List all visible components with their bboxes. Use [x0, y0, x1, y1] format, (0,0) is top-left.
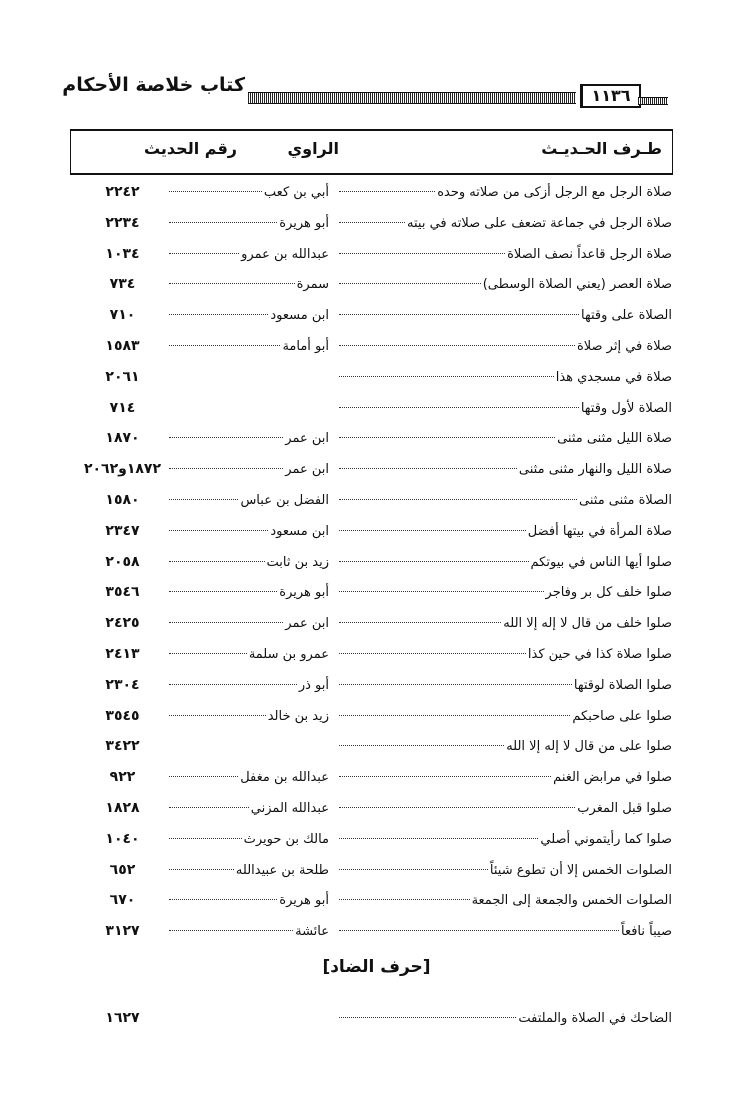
- hadith-tarf-cell: [337, 885, 672, 916]
- leader-dots: [169, 530, 268, 531]
- hadith-number: ٢٣٤٧: [105, 522, 140, 539]
- hadith-rawi-cell: [167, 239, 329, 270]
- hadith-tarf: صلوا صلاة كذا في حين كذا: [527, 647, 672, 662]
- index-row: [70, 547, 672, 578]
- hadith-tarf: الصلوات الخمس والجمعة إلى الجمعة: [471, 893, 672, 909]
- hadith-tarf: صلاة في إثر صلاة: [576, 339, 672, 354]
- leader-dots: [169, 591, 277, 592]
- page-number: ١١٣٦: [580, 84, 641, 108]
- hadith-rawi-cell: [167, 362, 329, 393]
- leader-dots: [339, 530, 526, 531]
- hadith-number: ٦٧٠: [109, 892, 136, 909]
- hadith-rawi: مالك بن حويرث: [243, 831, 329, 847]
- hadith-rawi-cell: [167, 762, 329, 793]
- index-row: [70, 824, 672, 855]
- column-tarf: طـرف الحـديـث: [541, 139, 662, 158]
- hadith-tarf-cell: [337, 731, 672, 762]
- leader-dots: [169, 437, 283, 438]
- hadith-rawi: أبو أمامة: [282, 339, 329, 354]
- hadith-tarf: صلوا الصلاة لوقتها: [573, 677, 672, 693]
- leader-dots: [169, 869, 234, 870]
- hadith-number: ٣٤٢٢: [105, 738, 140, 755]
- leader-dots: [169, 283, 295, 284]
- hadith-tarf-cell: [337, 300, 672, 331]
- hadith-tarf: صلوا كما رأيتموني أصلي: [540, 831, 672, 847]
- index-row: [70, 916, 672, 947]
- hadith-rawi: زيد بن ثابت: [266, 554, 329, 570]
- hadith-number: ٢٣٠٤: [105, 676, 140, 693]
- hadith-rawi-cell: [167, 639, 329, 670]
- column-header: [70, 129, 673, 175]
- leader-dots: [339, 930, 619, 931]
- hadith-tarf-cell: [337, 762, 672, 793]
- hadith-tarf-cell: [337, 208, 672, 239]
- header-rule: [248, 92, 576, 104]
- hadith-rawi-cell: [167, 885, 329, 916]
- hadith-rawi-cell: [167, 1003, 329, 1034]
- hadith-rawi: أبو هريرة: [279, 215, 329, 231]
- hadith-tarf-cell: [337, 393, 672, 424]
- leader-dots: [169, 899, 277, 900]
- hadith-tarf-cell: [337, 793, 672, 824]
- leader-dots: [169, 191, 262, 192]
- hadith-tarf-cell: [337, 639, 672, 670]
- hadith-tarf-cell: [337, 516, 672, 547]
- hadith-number: ٣٥٤٥: [105, 707, 140, 724]
- hadith-rawi: أبو هريرة: [279, 585, 329, 601]
- leader-dots: [339, 253, 505, 254]
- leader-dots: [169, 622, 283, 623]
- index-row: [70, 855, 672, 886]
- leader-dots: [339, 407, 579, 408]
- hadith-rawi: ابن عمر: [285, 616, 329, 632]
- index-row: [70, 885, 672, 916]
- hadith-tarf: صلاة الرجل قاعداً نصف الصلاة: [507, 246, 672, 262]
- hadith-tarf: صلوا أيها الناس في بيوتكم: [530, 554, 672, 570]
- hadith-rawi: طلحة بن عبيدالله: [235, 862, 329, 878]
- leader-dots: [169, 838, 242, 839]
- hadith-number: ٩٢٢: [109, 769, 136, 786]
- leader-dots: [169, 222, 277, 223]
- index-row: [70, 793, 672, 824]
- leader-dots: [339, 715, 570, 716]
- hadith-rawi: ابن عمر: [285, 431, 329, 447]
- index-row: [70, 1003, 672, 1034]
- leader-dots: [339, 314, 579, 315]
- hadith-number: ٢٢٤٢: [105, 184, 140, 200]
- hadith-rawi: أبو ذر: [298, 677, 329, 693]
- hadith-tarf: الصلاة على وقتها: [581, 308, 672, 324]
- hadith-number: ٦٥٢: [109, 861, 136, 878]
- hadith-tarf: صيباً نافعاً: [620, 924, 672, 940]
- hadith-tarf: صلوا خلف من قال لا إله إلا الله: [503, 616, 672, 632]
- index-row: [70, 177, 672, 208]
- index-row: [70, 701, 672, 732]
- hadith-rawi: عبدالله المزني: [250, 801, 329, 816]
- leader-dots: [339, 776, 551, 777]
- leader-dots: [169, 499, 238, 500]
- index-row: [70, 516, 672, 547]
- hadith-tarf: صلاة المرأة في بيتها أفضل: [527, 523, 672, 539]
- hadith-number: ٧١٤: [109, 399, 136, 416]
- hadith-number: ٢٤٢٥: [105, 615, 140, 632]
- hadith-rawi-cell: [167, 916, 329, 947]
- column-rawi: الراوي: [287, 139, 339, 158]
- column-raqm: رقم الحديث: [143, 139, 237, 158]
- leader-dots: [339, 376, 554, 377]
- index-row: [70, 577, 672, 608]
- hadith-number: ١٠٣٤: [105, 245, 140, 262]
- hadith-rawi-cell: [167, 608, 329, 639]
- hadith-tarf-cell: [337, 423, 672, 454]
- hadith-tarf: صلاة الرجل مع الرجل أزكى من صلاته وحده: [437, 185, 672, 200]
- hadith-tarf: صلاة الرجل في جماعة تضعف على صلاته في بيته: [407, 215, 672, 231]
- hadith-number: ١٨٢٨: [105, 800, 140, 816]
- hadith-rawi: ابن مسعود: [270, 523, 329, 539]
- leader-dots: [339, 838, 538, 839]
- leader-dots: [169, 776, 238, 777]
- index-row: [70, 762, 672, 793]
- hadith-rawi-cell: [167, 793, 329, 824]
- leader-dots: [339, 345, 575, 346]
- hadith-rawi: عبدالله بن عمرو: [241, 246, 329, 262]
- leader-dots: [339, 437, 555, 438]
- index-row: [70, 639, 672, 670]
- leader-dots: [169, 253, 239, 254]
- hadith-tarf: صلاة الليل والنهار مثنى مثنى: [518, 462, 672, 478]
- hadith-tarf: صلوا قبل المغرب: [577, 801, 672, 816]
- leader-dots: [339, 653, 526, 654]
- hadith-tarf-cell: [337, 608, 672, 639]
- leader-dots: [169, 468, 283, 469]
- leader-dots: [339, 869, 488, 870]
- hadith-tarf-cell: [337, 239, 672, 270]
- hadith-rawi: أبو هريرة: [279, 893, 329, 909]
- index-row: [70, 423, 672, 454]
- hadith-number: ٢٢٣٤: [105, 214, 140, 231]
- hadith-tarf-cell: [337, 362, 672, 393]
- leader-dots: [339, 191, 435, 192]
- hadith-rawi-cell: [167, 701, 329, 732]
- hadith-number: ١٨٧٠: [105, 430, 140, 447]
- hadith-number: ١٨٧٢و٢٠٦٢: [83, 461, 162, 478]
- leader-dots: [339, 745, 504, 746]
- hadith-rawi-cell: [167, 516, 329, 547]
- hadith-rawi-cell: [167, 485, 329, 516]
- hadith-rawi-cell: [167, 177, 329, 208]
- hadith-tarf: صلوا على من قال لا إله إلا الله: [506, 739, 672, 755]
- hadith-tarf-cell: [337, 547, 672, 578]
- hadith-tarf: صلاة العصر (يعني الصلاة الوسطى): [482, 277, 672, 293]
- index-row: [70, 300, 672, 331]
- leader-dots: [339, 283, 481, 284]
- hadith-rawi: عائشة: [295, 924, 329, 940]
- hadith-tarf-cell: [337, 577, 672, 608]
- leader-dots: [169, 715, 266, 716]
- hadith-rawi-cell: [167, 393, 329, 424]
- hadith-tarf-cell: [337, 454, 672, 485]
- leader-dots: [339, 468, 517, 469]
- leader-dots: [169, 345, 280, 346]
- hadith-rawi-cell: [167, 208, 329, 239]
- leader-dots: [169, 930, 293, 931]
- hadith-rawi: ابن مسعود: [270, 308, 329, 324]
- hadith-number: ٧٣٤: [109, 276, 136, 293]
- hadith-rawi-cell: [167, 300, 329, 331]
- hadith-tarf: صلوا على صاحبكم: [572, 708, 672, 724]
- hadith-rawi-cell: [167, 269, 329, 300]
- hadith-tarf-cell: [337, 701, 672, 732]
- hadith-tarf: صلاة في مسجدي هذا: [555, 369, 672, 385]
- hadith-tarf-cell: [337, 670, 672, 701]
- hadith-number: ٣٥٤٦: [105, 584, 140, 601]
- hadith-tarf: صلاة الليل مثنى مثنى: [557, 431, 672, 447]
- hadith-rawi-cell: [167, 423, 329, 454]
- index-row: [70, 331, 672, 362]
- index-row: [70, 208, 672, 239]
- leader-dots: [169, 684, 297, 685]
- hadith-number: ٧١٠: [109, 307, 136, 324]
- hadith-rawi-cell: [167, 731, 329, 762]
- hadith-tarf-cell: [337, 269, 672, 300]
- leader-dots: [339, 899, 470, 900]
- leader-dots: [339, 807, 575, 808]
- hadith-rawi: عبدالله بن مغفل: [240, 770, 329, 786]
- index-row: [70, 454, 672, 485]
- hadith-rawi-cell: [167, 824, 329, 855]
- index-row: [70, 393, 672, 424]
- hadith-number: ٢٤١٣: [105, 646, 140, 662]
- hadith-rawi: الفضل بن عباس: [240, 493, 329, 508]
- hadith-tarf-cell: [337, 916, 672, 947]
- hadith-rawi-cell: [167, 855, 329, 886]
- index-row: [70, 362, 672, 393]
- hadith-number: ١٦٢٧: [105, 1010, 140, 1026]
- index-row: [70, 608, 672, 639]
- leader-dots: [339, 222, 405, 223]
- hadith-rawi: أبي بن كعب: [263, 185, 329, 200]
- hadith-rawi: زيد بن خالد: [267, 708, 329, 724]
- leader-dots: [339, 561, 529, 562]
- leader-dots: [339, 684, 572, 685]
- index-row: [70, 239, 672, 270]
- hadith-number: ٣١٢٧: [105, 923, 140, 940]
- leader-dots: [169, 314, 268, 315]
- hadith-rawi-cell: [167, 454, 329, 485]
- hadith-rawi-cell: [167, 547, 329, 578]
- hadith-rawi: ابن عمر: [285, 462, 329, 478]
- hadith-tarf-cell: [337, 855, 672, 886]
- hadith-tarf: الصلاة مثنى مثنى: [579, 493, 672, 508]
- index-row: [70, 670, 672, 701]
- hadith-number: ٢٠٥٨: [105, 553, 140, 570]
- hadith-number: ١٠٤٠: [105, 830, 140, 847]
- leader-dots: [169, 653, 247, 654]
- hadith-tarf-cell: [337, 485, 672, 516]
- hadith-tarf: الصلاة لأول وقتها: [580, 400, 672, 416]
- header-rule-tail: [638, 97, 668, 105]
- leader-dots: [339, 1017, 516, 1018]
- hadith-tarf-cell: [337, 177, 672, 208]
- index-row: [70, 485, 672, 516]
- hadith-rawi: سمرة: [296, 277, 329, 293]
- leader-dots: [339, 499, 577, 500]
- hadith-rawi-cell: [167, 331, 329, 362]
- leader-dots: [339, 591, 544, 592]
- hadith-tarf-cell: [337, 331, 672, 362]
- hadith-tarf: صلوا خلف كل بر وفاجر: [545, 585, 672, 601]
- section-heading: [حرف الضاد]: [322, 957, 431, 977]
- hadith-number: ٢٠٦١: [105, 368, 140, 385]
- hadith-tarf-cell: [337, 824, 672, 855]
- hadith-tarf: الصلوات الخمس إلا أن تطوع شيئاً: [489, 862, 672, 878]
- book-title: كتاب خلاصة الأحكام: [62, 74, 245, 96]
- hadith-tarf-cell: [337, 1003, 672, 1034]
- leader-dots: [169, 807, 249, 808]
- index-row: [70, 269, 672, 300]
- index-row: [70, 731, 672, 762]
- hadith-rawi-cell: [167, 577, 329, 608]
- hadith-tarf: الضاحك في الصلاة والملتفت: [518, 1011, 672, 1026]
- hadith-tarf: صلوا في مرابض الغنم: [553, 770, 672, 786]
- hadith-rawi-cell: [167, 670, 329, 701]
- hadith-number: ١٥٨٠: [105, 492, 140, 508]
- leader-dots: [339, 622, 501, 623]
- leader-dots: [169, 561, 265, 562]
- hadith-number: ١٥٨٣: [105, 338, 140, 354]
- hadith-rawi: عمرو بن سلمة: [248, 647, 329, 662]
